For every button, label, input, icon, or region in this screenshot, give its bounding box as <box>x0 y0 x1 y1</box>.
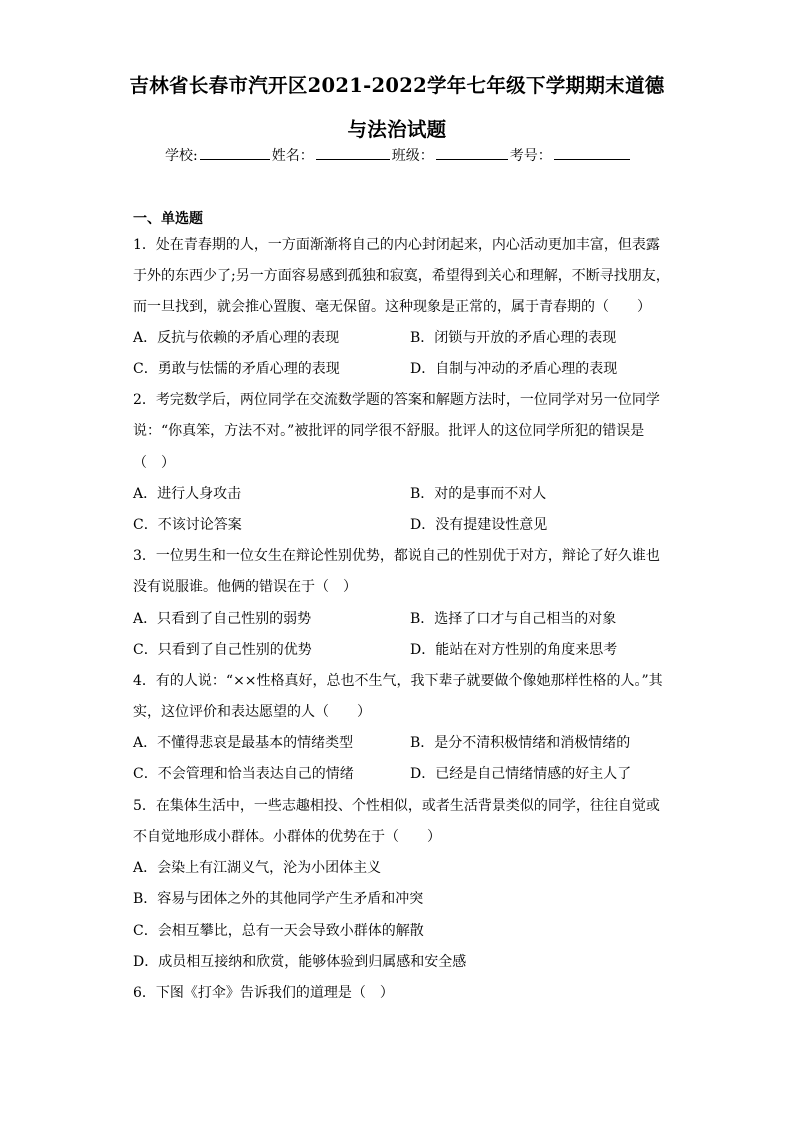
question-3-line: 3．一位男生和一位女生在辩论性别优势，都说自己的性别优于对方，辩论了好久谁也 <box>133 548 660 564</box>
question-2-option-b[interactable]: B．对的是事而不对人 <box>410 486 547 502</box>
id-label: 考号： <box>509 148 552 164</box>
question-1-line: 而一旦找到，就会推心置腹、毫无保留。这种现象是正常的，属于青春期的（ ） <box>133 299 651 315</box>
question-1-line: 于外的东西少了;另一方面容易感到孤独和寂寞，希望得到关心和理解，不断寻找朋友， <box>133 268 670 284</box>
question-5-option-c[interactable]: C．会相互攀比，总有一天会导致小群体的解散 <box>133 923 424 939</box>
question-3-option-a[interactable]: A．只看到了自己性别的弱势 <box>133 611 312 627</box>
question-4-option-b[interactable]: B．是分不清积极情绪和消极情绪的 <box>410 735 631 751</box>
school-blank[interactable] <box>200 158 270 160</box>
question-2-option-c[interactable]: C．不该讨论答案 <box>133 517 242 533</box>
question-1-option-b[interactable]: B．闭锁与开放的矛盾心理的表现 <box>410 330 617 346</box>
question-4-option-a[interactable]: A．不懂得悲哀是最基本的情绪类型 <box>133 735 354 751</box>
question-2-line: （ ） <box>133 455 175 471</box>
question-3-option-c[interactable]: C．只看到了自己性别的优势 <box>133 642 312 658</box>
question-5-line: 不自觉地形成小群体。小群体的优势在于（ ） <box>133 829 441 845</box>
question-4-line: 4．有的人说：“××性格真好，总也不生气，我下辈子就要做个像她那样性格的人。”其 <box>133 673 663 689</box>
question-2-option-a[interactable]: A．进行人身攻击 <box>133 486 242 502</box>
question-6-line: 6．下图《打伞》告诉我们的道理是（ ） <box>133 985 394 1001</box>
question-4-option-c[interactable]: C．不会管理和恰当表达自己的情绪 <box>133 766 354 782</box>
question-5-line: 5．在集体生活中，一些志趣相投、个性相似，或者生活背景类似的同学，往往自觉或 <box>133 798 660 814</box>
question-2-line: 2．考完数学后，两位同学在交流数学题的答案和解题方法时，一位同学对另一位同学 <box>133 392 660 408</box>
class-label: 班级： <box>391 148 434 164</box>
question-1-option-a[interactable]: A．反抗与依赖的矛盾心理的表现 <box>133 330 340 346</box>
question-5-option-d[interactable]: D．成员相互接纳和欣赏，能够体验到归属感和安全感 <box>133 954 467 970</box>
question-2-option-d[interactable]: D．没有提建设性意见 <box>410 517 548 533</box>
student-info-row <box>165 145 632 165</box>
exam-title-line-1: 吉林省长春市汽开区2021-2022学年七年级下学期期末道德 <box>129 74 665 97</box>
question-2-line: 说：“你真笨，方法不对。”被批评的同学很不舒服。批评人的这位同学所犯的错误是 <box>133 423 645 439</box>
name-label: 姓名： <box>271 148 314 164</box>
question-4-option-d[interactable]: D．已经是自己情绪情感的好主人了 <box>410 766 632 782</box>
section-heading: 一、单选题 <box>133 211 203 227</box>
question-5-option-b[interactable]: B．容易与团体之外的其他同学产生矛盾和冲突 <box>133 891 424 907</box>
exam-title-line-2: 与法治试题 <box>347 118 447 141</box>
question-5-option-a[interactable]: A．会染上有江湖义气，沦为小团体主义 <box>133 860 382 876</box>
school-label: 学校: <box>165 148 198 164</box>
class-blank[interactable] <box>436 158 508 160</box>
question-3-option-b[interactable]: B．选择了口才与自己相当的对象 <box>410 611 617 627</box>
question-1-line: 1．处在青春期的人，一方面渐渐将自己的内心封闭起来，内心活动更加丰富，但表露 <box>133 237 660 253</box>
question-4-line: 实，这位评价和表达愿望的人（ ） <box>133 704 371 720</box>
name-blank[interactable] <box>316 158 390 160</box>
question-1-option-c[interactable]: C．勇敢与怯懦的矛盾心理的表现 <box>133 361 340 377</box>
question-3-line: 没有说服谁。他俩的错误在于（ ） <box>133 579 357 595</box>
id-blank[interactable] <box>554 158 630 160</box>
question-3-option-d[interactable]: D．能站在对方性别的角度来思考 <box>410 642 618 658</box>
question-1-option-d[interactable]: D．自制与冲动的矛盾心理的表现 <box>410 361 618 377</box>
